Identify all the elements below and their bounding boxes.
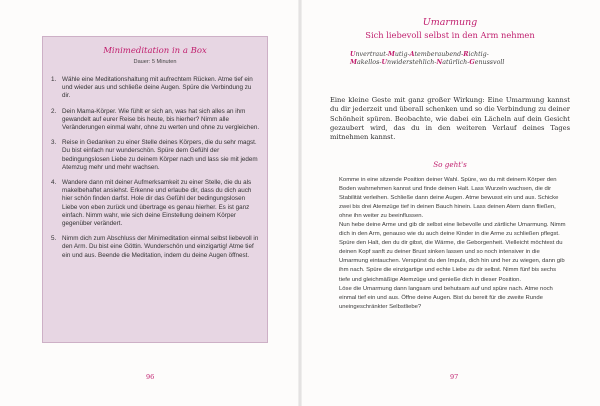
acrostic-word: ichtig-	[468, 51, 489, 58]
acrostic-initial: N	[436, 59, 443, 67]
step-number: 1.	[51, 76, 57, 83]
acrostic-word: akellos-	[356, 59, 382, 67]
acrostic-word: atürlich-	[442, 59, 470, 67]
acrostic-initial: M	[387, 51, 395, 58]
body-paragraph: Löse die Umarmung dann langsam und behutsam auf und spüre nach. Atme noch einmal tief ein und aus. Öffne deine Augen. Bist du bereit für die zweite Runde uneingeschränkter Selbstliebe?	[339, 285, 553, 310]
acrostic-initial: R	[463, 51, 469, 58]
box-title: Minimeditation in a Box	[103, 46, 207, 56]
body-paragraph: Komme in eine sitzende Position deiner Wahl. Spüre, wo du mit deinem Körper den Boden wahrnehmen kannst und finde deinen Halt. Lass Wurzeln wachsen, die dir Stabilität verleihen. Schließe dann deine Augen. Atme bewusst ein und aus. Schicke zwei bis drei Atemzüge tief in deinen Bauch hinein. Lass deinen Atem dann fließen, ohne ihn weiter zu beeinflussen.	[339, 177, 559, 220]
meditation-box	[42, 36, 268, 343]
step-text: Dein Mama-Körper. Wie fühlt er sich an, was hat sich alles an ihm gewandelt auf eurer Reise bis heute, bis hierher? Nimm alle Veränderungen einmal wahr, ohne zu werten und ohne zu vergleichen.	[62, 107, 260, 132]
section-subtitle: Sich liebevoll selbst in den Arm nehmen	[365, 30, 535, 40]
acrostic-word: temberaubend-	[414, 51, 464, 58]
right-page	[300, 0, 600, 406]
steps-list	[51, 76, 261, 267]
page-number-left: 96	[146, 373, 155, 381]
intro-paragraph: Eine kleine Geste mit ganz großer Wirkung: Eine Umarmung kannst du dir jederzeit und überall schenken und so die Verbindung zu deiner Schönheit spüren. Beobachte, wie dabei ein Lächeln auf dein Gesicht gezaubert wird, das du in den weiteren Verlauf deines Tages mitnehmen kannst.	[330, 96, 571, 142]
acrostic-initial: G	[469, 59, 475, 67]
acrostic-line	[350, 51, 550, 68]
acrostic-initial: A	[409, 51, 415, 58]
box-subtitle: Dauer: 5 Minuten	[133, 59, 177, 65]
body-paragraph: Nun hebe deine Arme und gib dir selbst eine liebevolle und zärtliche Umarmung. Nimm dich in den Arm, genauso wie du auch deine Kinder in die Arme zu schließen pflegst. Spüre den Halt, den du dir gibst, die Wärme, die Geborgenheit. Vielleicht möchtest du deinen Kopf sanft zu deiner Brust sinken lassen und so noch intensiver in die Umarmung eintauchen. Verspürst du den Impuls, dich hin und her zu wiegen, dann gib ihm nach. Spüre die einzigartige und echte Liebe zu dir selbst. Nimm fünf bis sechs tiefe und gleichmäßige Atemzüge und genieße dich in dieser Position.	[339, 222, 566, 283]
so-gehts-heading: So geht's	[433, 160, 467, 169]
instructions-body	[339, 176, 567, 312]
step-number: 3.	[51, 139, 57, 147]
step-item	[51, 108, 261, 133]
step-item	[51, 179, 261, 228]
step-item	[51, 76, 261, 101]
acrostic-initial: U	[381, 59, 387, 67]
acrostic-initial: U	[350, 51, 356, 58]
step-text: Reise in Gedanken zu einer Stelle deines Körpers, die du sehr magst. Du bist einfach nur wunderschön. Spüre dem Gefühl der bedingungslosen Liebe zu deinem Körper nach und lass sie mit jedem Atemzug mehr und mehr wachsen.	[62, 139, 258, 171]
step-number: 4.	[51, 179, 57, 187]
step-text: Wähle eine Meditationshaltung mit aufrechtem Rücken. Atme tief ein und wieder aus und schließe deine Augen. Spüre die Verbindung zu dir.	[62, 76, 253, 100]
acrostic-word: enussvoll	[474, 59, 505, 67]
step-number: 5.	[51, 235, 57, 243]
acrostic-initial: M	[350, 59, 357, 67]
step-number: 2.	[51, 107, 57, 115]
step-text: Nimm dich zum Abschluss der Minimeditation einmal selbst liebevoll in den Arm. Du bist eine Göttin. Wunderschön und einzigartig! Atme tief ein und aus. Beende die Meditation, indem du deine Augen öffnest.	[62, 235, 259, 259]
acrostic-word: utig-	[394, 51, 410, 58]
page-number-right: 97	[450, 373, 459, 381]
step-item	[51, 235, 261, 260]
acrostic-word: nwiderstehlich-	[386, 59, 437, 67]
section-title: Umarmung	[422, 17, 478, 28]
acrostic-word: nvertraut-	[355, 51, 388, 58]
step-item	[51, 139, 261, 172]
step-text: Wandere dann mit deiner Aufmerksamkeit zu einer Stelle, die du als makelbehaftet ansiehst. Erkenne und erlaube dir, dass du dich auch hier schön finden darfst. Hole dir das Gefühl der bedingungslosen Liebe von eben zurück und übertrage es genau hierher. Es ist ganz einfach. Nimm wahr, wie sich deine Einstellung deinem Körper gegenüber verändert.	[62, 179, 252, 228]
